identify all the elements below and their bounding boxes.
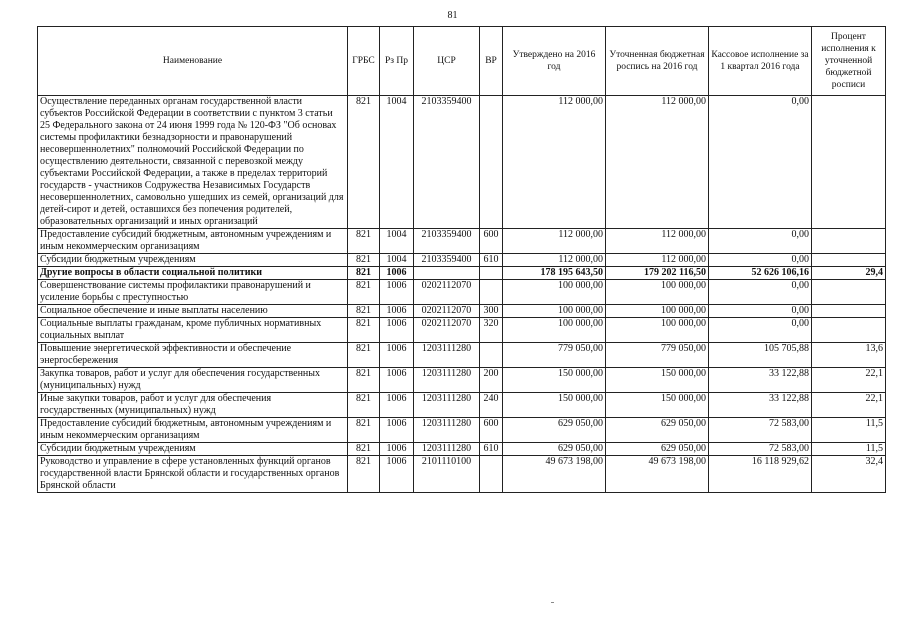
row-percent: 13,6 — [812, 343, 886, 368]
header-csr: ЦСР — [414, 27, 480, 96]
row-name: Субсидии бюджетным учреждениям — [38, 443, 348, 456]
table-row — [38, 254, 886, 267]
row-cash: 0,00 — [709, 229, 812, 254]
row-vr: 600 — [480, 229, 503, 254]
row-rzpr: 1006 — [380, 267, 414, 280]
row-grbs: 821 — [348, 418, 380, 443]
row-cash: 0,00 — [709, 280, 812, 305]
row-name: Осуществление переданных органам государственной власти субъектов Российской Федерации в соответствии с пунктом 3 статьи 25 Федерального закона от 24 июня 1999 года № 120-ФЗ "Об основах системы профилактики безнадзорности и правонарушений несовершеннолетних" полномочий Российской Федерации по осуществлению деятельности, связанной с перевозкой между субъектами Российской Федерации, а также в пределах территорий государств - участников Содружества Независимых Государств несовершеннолетних, самовольно ушедших из семей, организаций для детей-сирот и детей, оставшихся без попечения родителей, образовательных организаций и иных организаций — [38, 96, 348, 229]
table-row — [38, 305, 886, 318]
row-refined: 779 050,00 — [606, 343, 709, 368]
row-approved: 629 050,00 — [503, 418, 606, 443]
row-grbs: 821 — [348, 267, 380, 280]
row-csr: 1203111280 — [414, 393, 480, 418]
row-approved: 629 050,00 — [503, 443, 606, 456]
row-csr: 0202112070 — [414, 280, 480, 305]
row-grbs: 821 — [348, 393, 380, 418]
row-refined: 100 000,00 — [606, 318, 709, 343]
scan-speck — [551, 602, 554, 603]
row-name: Повышение энергетической эффективности и обеспечение энергосбережения — [38, 343, 348, 368]
row-name: Закупка товаров, работ и услуг для обеспечения государственных (муниципальных) нужд — [38, 368, 348, 393]
row-name: Иные закупки товаров, работ и услуг для обеспечения государственных (муниципальных) нужд — [38, 393, 348, 418]
row-vr — [480, 343, 503, 368]
row-rzpr: 1006 — [380, 343, 414, 368]
row-csr: 2103359400 — [414, 254, 480, 267]
table-row — [38, 267, 886, 280]
row-cash: 52 626 106,16 — [709, 267, 812, 280]
row-csr: 0202112070 — [414, 318, 480, 343]
header-cash: Кассовое исполнение за 1 квартал 2016 года — [709, 27, 812, 96]
row-name: Субсидии бюджетным учреждениям — [38, 254, 348, 267]
row-vr — [480, 267, 503, 280]
table-header-row — [38, 27, 886, 96]
row-cash: 72 583,00 — [709, 418, 812, 443]
row-vr: 610 — [480, 443, 503, 456]
row-cash: 0,00 — [709, 305, 812, 318]
row-refined: 629 050,00 — [606, 418, 709, 443]
row-percent: 22,1 — [812, 393, 886, 418]
row-refined: 100 000,00 — [606, 305, 709, 318]
row-vr — [480, 280, 503, 305]
row-name: Предоставление субсидий бюджетным, автономным учреждениям и иным некоммерческим организациям — [38, 229, 348, 254]
row-percent: 32,4 — [812, 456, 886, 493]
row-cash: 0,00 — [709, 96, 812, 229]
row-refined: 150 000,00 — [606, 368, 709, 393]
row-vr: 610 — [480, 254, 503, 267]
row-vr: 240 — [480, 393, 503, 418]
row-grbs: 821 — [348, 229, 380, 254]
row-grbs: 821 — [348, 443, 380, 456]
page-number: 81 — [447, 10, 458, 21]
row-vr: 300 — [480, 305, 503, 318]
row-cash: 16 118 929,62 — [709, 456, 812, 493]
row-csr: 1203111280 — [414, 343, 480, 368]
row-csr: 1203111280 — [414, 443, 480, 456]
row-percent: 29,4 — [812, 267, 886, 280]
row-rzpr: 1006 — [380, 393, 414, 418]
row-csr: 2103359400 — [414, 96, 480, 229]
row-vr — [480, 96, 503, 229]
row-vr — [480, 456, 503, 493]
row-refined: 179 202 116,50 — [606, 267, 709, 280]
row-percent — [812, 229, 886, 254]
row-approved: 112 000,00 — [503, 254, 606, 267]
row-grbs: 821 — [348, 305, 380, 318]
row-name: Совершенствование системы профилактики правонарушений и усиление борьбы с преступностью — [38, 280, 348, 305]
row-refined: 49 673 198,00 — [606, 456, 709, 493]
header-rzpr: Рз Пр — [380, 27, 414, 96]
row-grbs: 821 — [348, 368, 380, 393]
row-rzpr: 1004 — [380, 229, 414, 254]
row-approved: 100 000,00 — [503, 318, 606, 343]
row-name: Руководство и управление в сфере установленных функций органов государственной власти Брянской области и государственных органов Брянской области — [38, 456, 348, 493]
table-row — [38, 368, 886, 393]
row-cash: 33 122,88 — [709, 368, 812, 393]
table-row — [38, 318, 886, 343]
row-percent: 11,5 — [812, 418, 886, 443]
row-csr: 2101110100 — [414, 456, 480, 493]
row-approved: 178 195 643,50 — [503, 267, 606, 280]
row-csr: 1203111280 — [414, 418, 480, 443]
row-rzpr: 1006 — [380, 418, 414, 443]
row-approved: 100 000,00 — [503, 305, 606, 318]
row-approved: 150 000,00 — [503, 368, 606, 393]
row-rzpr: 1006 — [380, 305, 414, 318]
row-csr — [414, 267, 480, 280]
header-approved: Утверждено на 2016 год — [503, 27, 606, 96]
row-name: Другие вопросы в области социальной политики — [38, 267, 348, 280]
row-name: Социальные выплаты гражданам, кроме публичных нормативных социальных выплат — [38, 318, 348, 343]
header-refined: Уточненная бюджетная роспись на 2016 год — [606, 27, 709, 96]
row-approved: 112 000,00 — [503, 229, 606, 254]
row-vr: 320 — [480, 318, 503, 343]
table-row — [38, 343, 886, 368]
row-percent — [812, 305, 886, 318]
row-percent: 11,5 — [812, 443, 886, 456]
row-approved: 150 000,00 — [503, 393, 606, 418]
row-percent — [812, 254, 886, 267]
table-row — [38, 96, 886, 229]
row-rzpr: 1006 — [380, 368, 414, 393]
row-csr: 1203111280 — [414, 368, 480, 393]
row-refined: 629 050,00 — [606, 443, 709, 456]
row-cash: 33 122,88 — [709, 393, 812, 418]
row-cash: 0,00 — [709, 254, 812, 267]
row-approved: 100 000,00 — [503, 280, 606, 305]
row-vr: 200 — [480, 368, 503, 393]
row-csr: 2103359400 — [414, 229, 480, 254]
row-approved: 779 050,00 — [503, 343, 606, 368]
row-rzpr: 1006 — [380, 280, 414, 305]
budget-table — [37, 26, 886, 493]
row-cash: 105 705,88 — [709, 343, 812, 368]
row-csr: 0202112070 — [414, 305, 480, 318]
row-rzpr: 1006 — [380, 318, 414, 343]
table-row — [38, 443, 886, 456]
row-refined: 112 000,00 — [606, 229, 709, 254]
header-vr: ВР — [480, 27, 503, 96]
row-rzpr: 1006 — [380, 456, 414, 493]
row-approved: 112 000,00 — [503, 96, 606, 229]
header-name: Наименование — [38, 27, 348, 96]
table-row — [38, 418, 886, 443]
row-name: Социальное обеспечение и иные выплаты населению — [38, 305, 348, 318]
row-percent — [812, 280, 886, 305]
table-row — [38, 456, 886, 493]
row-percent — [812, 318, 886, 343]
row-grbs: 821 — [348, 96, 380, 229]
row-refined: 100 000,00 — [606, 280, 709, 305]
table-row — [38, 393, 886, 418]
row-cash: 0,00 — [709, 318, 812, 343]
row-rzpr: 1004 — [380, 96, 414, 229]
row-grbs: 821 — [348, 280, 380, 305]
row-rzpr: 1004 — [380, 254, 414, 267]
row-percent — [812, 96, 886, 229]
row-refined: 112 000,00 — [606, 254, 709, 267]
row-grbs: 821 — [348, 343, 380, 368]
row-refined: 150 000,00 — [606, 393, 709, 418]
row-grbs: 821 — [348, 254, 380, 267]
row-grbs: 821 — [348, 318, 380, 343]
table-row — [38, 229, 886, 254]
header-grbs: ГРБС — [348, 27, 380, 96]
row-rzpr: 1006 — [380, 443, 414, 456]
row-approved: 49 673 198,00 — [503, 456, 606, 493]
table-row — [38, 280, 886, 305]
row-cash: 72 583,00 — [709, 443, 812, 456]
row-vr: 600 — [480, 418, 503, 443]
row-grbs: 821 — [348, 456, 380, 493]
header-percent: Процент исполнения к уточненной бюджетной росписи — [812, 27, 886, 96]
row-refined: 112 000,00 — [606, 96, 709, 229]
row-percent: 22,1 — [812, 368, 886, 393]
row-name: Предоставление субсидий бюджетным, автономным учреждениям и иным некоммерческим организациям — [38, 418, 348, 443]
